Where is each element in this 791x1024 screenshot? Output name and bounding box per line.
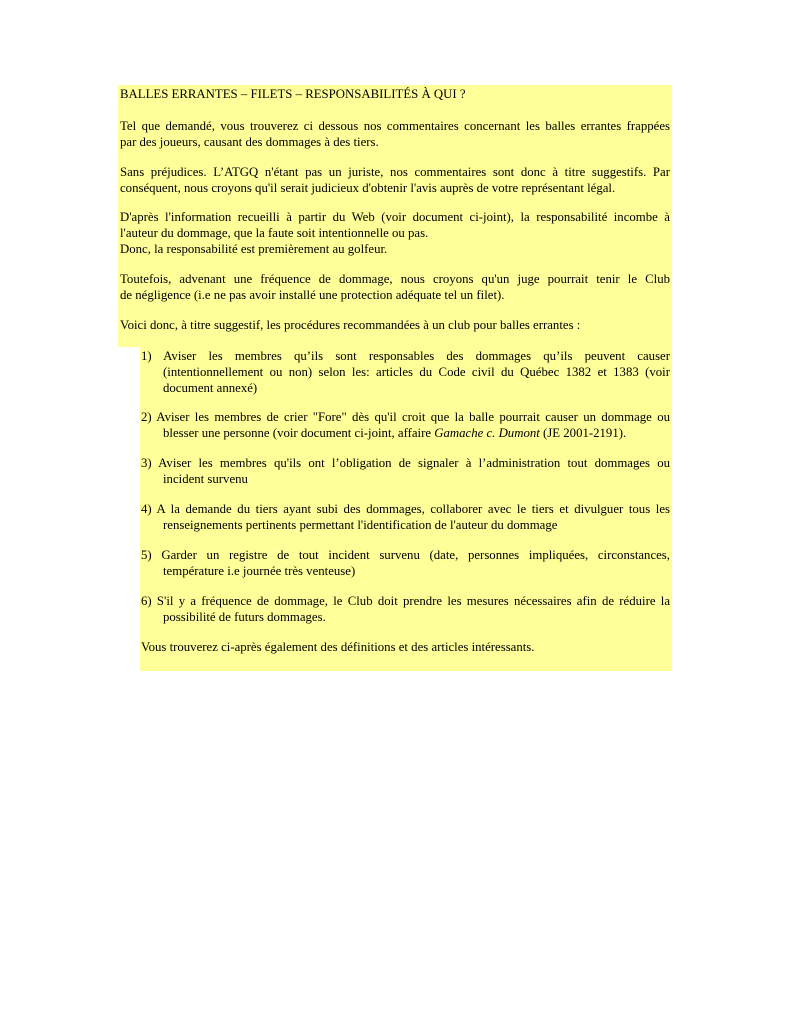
list-item-line: 4) A la demande du tiers ayant subi des dommages, collaborer avec le tiers et divulguer tous les: [141, 502, 670, 516]
list-item-5: [141, 547, 670, 579]
list-item-line: [141, 425, 670, 441]
paragraph-1: [120, 118, 670, 150]
list-item-line: 5) Garder un registre de tout incident survenu (date, personnes impliquées, circonstances,: [141, 548, 670, 562]
list-item-6: [141, 593, 670, 625]
paragraph-line: de négligence (i.e ne pas avoir installé une protection adéquate tel un filet).: [120, 288, 505, 302]
closing-text: Vous trouverez ci-après également des définitions et des articles intéressants.: [141, 640, 535, 654]
list-item-text: blesser une personne (voir document ci-joint, affaire: [163, 426, 435, 440]
list-item-line: température i.e journée très venteuse): [163, 564, 356, 578]
list-item-line: 6) S'il y a fréquence de dommage, le Club doit prendre les mesures nécessaires afin de réduire la: [141, 594, 670, 608]
paragraph-line: conséquent, nous croyons qu'il serait judicieux d'obtenir l'avis auprès de votre représentant légal.: [120, 181, 616, 195]
list-item-2: [141, 409, 670, 441]
paragraph-5: [120, 317, 670, 333]
list-item-line: renseignements pertinents permettant l'identification de l'auteur du dommage: [163, 518, 558, 532]
list-item-line: document annexé): [163, 381, 258, 395]
paragraph-2: [120, 164, 670, 196]
list-item-line: 3) Aviser les membres qu'ils ont l’obligation de signaler à l’administration tout dommages ou: [141, 456, 670, 470]
paragraph-line: Tel que demandé, vous trouverez ci dessous nos commentaires concernant les balles errantes frappées: [120, 119, 670, 133]
list-item-line: (intentionnellement ou non) selon les: articles du Code civil du Québec 1382 et 1383 (voir: [163, 365, 670, 379]
case-name: Gamache c. Dumont: [434, 426, 540, 440]
paragraph-line: Toutefois, advenant une fréquence de dommage, nous croyons qu'un juge pourrait tenir le Club: [120, 272, 670, 286]
list-item-line: 1) Aviser les membres qu’ils sont responsables des dommages qu’ils peuvent causer: [141, 349, 670, 363]
paragraph-3: [120, 209, 670, 257]
title-text: BALLES ERRANTES – FILETS – RESPONSABILITÉS À QUI ?: [120, 87, 466, 101]
list-item-1: [141, 348, 670, 396]
list-item-3: [141, 455, 670, 487]
closing-paragraph: [141, 639, 670, 655]
list-item-text: (JE 2001-2191).: [539, 426, 627, 440]
paragraph-line: Sans préjudices. L’ATGQ n'étant pas un juriste, nos commentaires sont donc à titre suggestifs. Par: [120, 165, 670, 179]
paragraph-line: par des joueurs, causant des dommages à des tiers.: [120, 135, 379, 149]
list-item-line: 2) Aviser les membres de crier "Fore" dès qu'il croit que la balle pourrait causer un dommage ou: [141, 410, 670, 424]
paragraph-4: [120, 271, 670, 303]
paragraph-line: D'après l'information recueilli à partir du Web (voir document ci-joint), la responsabilité incombe à: [120, 210, 670, 224]
paragraph-line: Donc, la responsabilité est premièrement au golfeur.: [120, 242, 388, 256]
list-item-line: incident survenu: [163, 472, 248, 486]
list-item-line: possibilité de futurs dommages.: [163, 610, 326, 624]
paragraph-line: l'auteur du dommage, que la faute soit intentionnelle ou pas.: [120, 226, 429, 240]
paragraph-line: Voici donc, à titre suggestif, les procédures recommandées à un club pour balles errantes :: [120, 318, 581, 332]
list-item-4: [141, 501, 670, 533]
document-title: [120, 86, 670, 102]
